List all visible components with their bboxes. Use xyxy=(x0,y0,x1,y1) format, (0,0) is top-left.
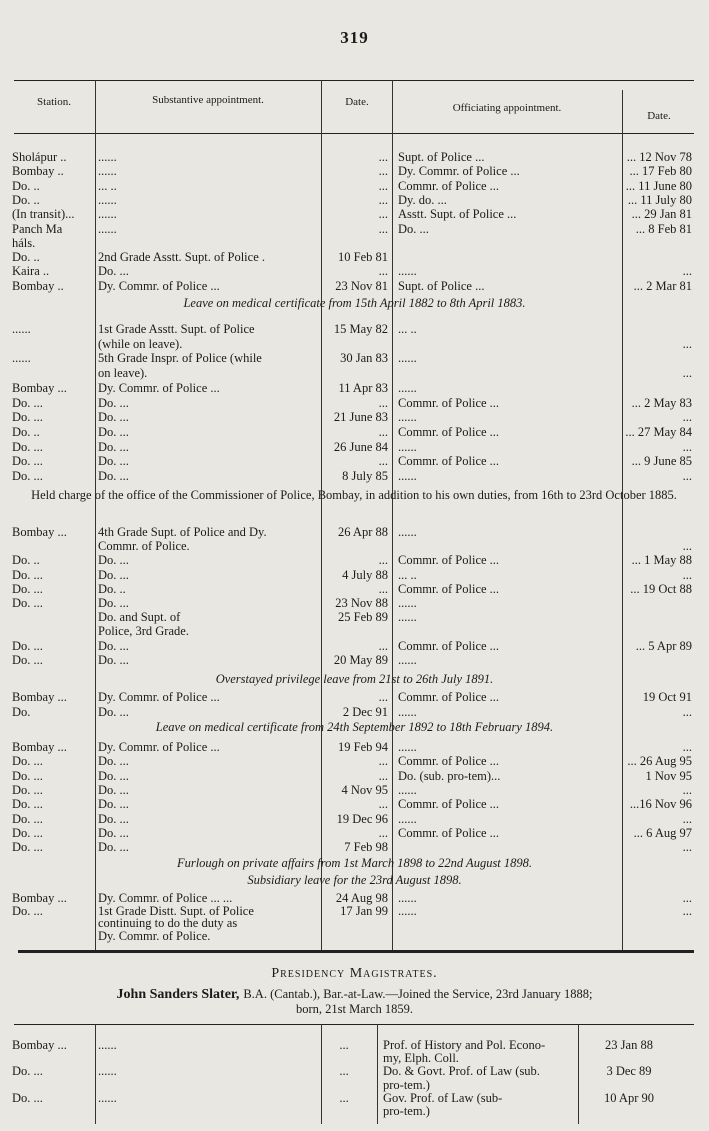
cell-officiating: Commr. of Police ... xyxy=(398,754,500,769)
cell-date-1: 30 Jan 83 xyxy=(340,351,388,366)
cell-substantive: Dy. Commr. of Police ... xyxy=(98,380,220,395)
header-station: Station. xyxy=(37,96,71,108)
cell-officiating: ...... xyxy=(398,380,417,395)
cell-station: Bombay ... xyxy=(12,1038,67,1052)
cell-officiating: Commr. of Police ... xyxy=(398,178,500,193)
cell-date-2: ... 27 May 84 xyxy=(625,424,692,439)
cell-station: Do. .. xyxy=(12,192,40,207)
cell-station: Do. ... xyxy=(12,754,43,769)
cell-station: Do. .. xyxy=(12,553,40,568)
cell-station: Do. ... xyxy=(12,825,43,840)
cell-date-1: 20 May 89 xyxy=(333,652,388,667)
cell-substantive: Do. ... xyxy=(98,638,129,653)
cell-substantive: (while on leave). xyxy=(98,336,183,351)
table-row xyxy=(0,929,709,943)
cell-station: Do. ... xyxy=(12,903,43,918)
cell-substantive: Do. ... xyxy=(98,439,129,454)
cell-date-2: ... 11 July 80 xyxy=(627,192,692,207)
cell-station: Do. ... xyxy=(12,1090,43,1105)
table-row xyxy=(0,690,709,704)
cell-officiating: ...... xyxy=(398,705,417,719)
cell-officiating: Supt. of Police ... xyxy=(398,150,485,164)
cell-substantive: Do. ... xyxy=(98,782,129,797)
header-officiating: Officiating appointment. xyxy=(452,102,562,114)
table-row xyxy=(0,150,709,164)
table-row xyxy=(0,425,709,439)
cell-substantive: Dy. Commr. of Police. xyxy=(98,928,211,943)
cell-date-2: ... 11 June 80 xyxy=(625,178,692,193)
header-top-rule xyxy=(14,80,694,81)
cell-officiating: ...... xyxy=(398,351,417,366)
table-row xyxy=(0,1091,709,1105)
held-charge-paragraph: Held charge of the office of the Commissioner of Police, Bombay, in addition to his own duties, from 16th to 23rd October 1885. xyxy=(31,488,677,502)
table-row xyxy=(0,769,709,783)
cell-station: Do. ... xyxy=(12,1064,43,1079)
cell-officiating: ...... xyxy=(398,596,417,610)
cell-date-1: ... xyxy=(339,1090,349,1105)
cell-substantive: Do. ... xyxy=(98,825,129,840)
cell-date-2: ... xyxy=(682,439,692,454)
note-subsidiary-1898: Subsidiary leave for the 23rd August 1898. xyxy=(247,873,462,887)
cell-station: Do. ... xyxy=(12,782,43,797)
cell-station: Do. ... xyxy=(12,439,43,454)
page-number: 319 xyxy=(340,28,369,47)
cell-substantive: ...... xyxy=(98,150,117,164)
magistrates-top-rule xyxy=(14,1024,694,1025)
cell-station: (In transit)... xyxy=(12,207,75,222)
cell-date-2: ... xyxy=(682,740,692,754)
table-row xyxy=(0,624,709,638)
cell-officiating: pro-tem.) xyxy=(383,1104,430,1118)
cell-station: Bombay ... xyxy=(12,891,67,905)
table-row xyxy=(0,164,709,178)
cell-date-1: ... xyxy=(378,690,388,704)
table-row xyxy=(0,222,709,236)
cell-station: ...... xyxy=(12,351,31,366)
cell-station: Do. ... xyxy=(12,797,43,812)
table-row xyxy=(0,279,709,293)
cell-date-1: ... xyxy=(378,207,388,222)
cell-officiating: Commr. of Police ... xyxy=(398,825,500,840)
note-overstayed-1891: Overstayed privilege leave from 21st to 26th July 1891. xyxy=(215,672,494,686)
cell-officiating: Commr. of Police ... xyxy=(398,581,500,596)
table-row xyxy=(0,351,709,365)
cell-substantive: 5th Grade Inspr. of Police (while xyxy=(98,351,262,366)
cell-officiating: Dy. do. ... xyxy=(398,192,447,207)
cell-date-1: ... xyxy=(378,178,388,193)
cell-date-2: ... xyxy=(682,410,692,425)
cell-date-1: ... xyxy=(378,553,388,568)
cell-substantive: Do. ... xyxy=(98,469,129,483)
cell-substantive: Do. .. xyxy=(98,581,126,596)
table-row xyxy=(0,1064,709,1078)
cell-substantive: Do. ... xyxy=(98,705,129,719)
table-row xyxy=(0,454,709,468)
cell-substantive: 4th Grade Supt. of Police and Dy. xyxy=(98,525,267,539)
cell-substantive: 1st Grade Asstt. Supt. of Police xyxy=(98,322,255,336)
cell-substantive: ...... xyxy=(98,1090,117,1105)
cell-date-1: 19 Feb 94 xyxy=(338,740,388,754)
table-row xyxy=(0,596,709,610)
cell-substantive: ...... xyxy=(98,1064,117,1079)
cell-station: Bombay ... xyxy=(12,690,67,704)
cell-station: Do. ... xyxy=(12,596,43,610)
table-row xyxy=(0,568,709,582)
note-leave-1892: Leave on medical certificate from 24th September 1892 to 18th February 1894. xyxy=(155,720,554,734)
cell-substantive: Do. ... xyxy=(98,567,129,582)
cell-officiating: ...... xyxy=(398,903,417,918)
cell-substantive: Do. ... xyxy=(98,264,129,279)
cell-station: Do. ... xyxy=(12,768,43,783)
table-row xyxy=(0,740,709,754)
cell-station: Do. .. xyxy=(12,178,40,193)
table-row xyxy=(0,469,709,483)
cell-date-2: ... xyxy=(682,366,692,381)
cell-date-1: 4 July 88 xyxy=(342,567,388,582)
cell-date-1: ... xyxy=(378,395,388,410)
table-row xyxy=(0,553,709,567)
cell-date-1: ... xyxy=(378,192,388,207)
cell-date-2: ... xyxy=(682,469,692,483)
cell-date-1: 15 May 82 xyxy=(333,322,388,336)
cell-date-2: ... xyxy=(682,903,692,918)
cell-officiating: ...... xyxy=(398,525,417,539)
cell-station: Do. ... xyxy=(12,454,43,469)
cell-date-2: ...16 Nov 96 xyxy=(629,797,692,812)
table-row xyxy=(0,381,709,395)
cell-substantive: Do. ... xyxy=(98,754,129,769)
cell-date-1: 19 Dec 96 xyxy=(336,811,388,826)
cell-station: Do. ... xyxy=(12,567,43,582)
cell-substantive: Do. ... xyxy=(98,797,129,812)
table-row xyxy=(0,783,709,797)
cell-substantive: Do. ... xyxy=(98,768,129,783)
cell-date-1: ... xyxy=(378,264,388,279)
cell-date-1: ... xyxy=(378,164,388,179)
cell-station: Bombay .. xyxy=(12,278,64,293)
cell-station: ...... xyxy=(12,322,31,336)
cell-date-2: ... xyxy=(682,782,692,797)
cell-officiating: Commr. of Police ... xyxy=(398,638,500,653)
cell-station: Kaira .. xyxy=(12,264,50,279)
cell-station: Do. ... xyxy=(12,652,43,667)
cell-date-1: 8 July 85 xyxy=(342,469,388,483)
cell-date-2: ... 12 Nov 78 xyxy=(626,150,692,164)
cell-officiating: ...... xyxy=(398,610,417,625)
cell-officiating: Commr. of Police ... xyxy=(398,690,500,704)
table-row xyxy=(0,639,709,653)
cell-officiating: Do. (sub. pro-tem)... xyxy=(398,768,501,783)
table-row xyxy=(0,366,709,380)
cell-station: Do. ... xyxy=(12,581,43,596)
cell-officiating: ...... xyxy=(398,811,417,826)
cell-date-1: ... xyxy=(339,1038,349,1052)
header-substantive: Substantive appointment. xyxy=(152,94,264,106)
cell-officiating: ...... xyxy=(398,264,417,279)
cell-substantive: ...... xyxy=(98,221,117,236)
cell-station: Do. ... xyxy=(12,638,43,653)
cell-substantive: Do. and Supt. of xyxy=(98,610,181,625)
header-date-2: Date. xyxy=(647,110,671,122)
cell-date-2: ... xyxy=(682,891,692,905)
cell-date-2: ... 9 June 85 xyxy=(631,454,692,469)
cell-substantive: 1st Grade Distt. Supt. of Police xyxy=(98,903,254,918)
cell-station: Bombay .. xyxy=(12,164,64,179)
cell-date-1: 24 Aug 98 xyxy=(335,891,388,905)
cell-station: Do. ... xyxy=(12,469,43,483)
cell-officiating: Do. & Govt. Prof. of Law (sub. xyxy=(383,1064,540,1079)
table-row xyxy=(0,653,709,667)
cell-substantive: Do. ... xyxy=(98,596,129,610)
table-row xyxy=(0,179,709,193)
cell-date-2: ... xyxy=(682,539,692,554)
table-row xyxy=(0,396,709,410)
cell-date-2: ... 19 Oct 88 xyxy=(630,581,692,596)
cell-date-2: ... 8 Feb 81 xyxy=(635,221,692,236)
table-row xyxy=(0,826,709,840)
section-separator xyxy=(18,950,694,953)
cell-substantive: Do. ... xyxy=(98,454,129,469)
cell-officiating: Do. ... xyxy=(398,221,429,236)
cell-date-2: 23 Jan 88 xyxy=(605,1038,653,1052)
cell-substantive: Dy. Commr. of Police ... xyxy=(98,690,220,704)
cell-substantive: Do. ... xyxy=(98,553,129,568)
cell-substantive: Do. ... xyxy=(98,395,129,410)
cell-date-1: 23 Nov 88 xyxy=(335,596,388,610)
cell-substantive: Dy. Commr. of Police ... xyxy=(98,278,220,293)
cell-date-1: ... xyxy=(339,1064,349,1079)
cell-substantive: Do. ... xyxy=(98,840,129,855)
table-row xyxy=(0,797,709,811)
cell-date-2: ... 2 Mar 81 xyxy=(633,278,692,293)
cell-date-1: ... xyxy=(378,221,388,236)
cell-station: Do. ... xyxy=(12,840,43,855)
person-line xyxy=(0,985,709,1003)
cell-date-2: ... 6 Aug 97 xyxy=(633,825,692,840)
cell-substantive: Do. ... xyxy=(98,652,129,667)
table-row xyxy=(0,1078,709,1092)
cell-station: Bombay ... xyxy=(12,740,67,754)
cell-substantive: ... .. xyxy=(98,178,117,193)
cell-officiating: Prof. of History and Pol. Econo- xyxy=(383,1038,546,1052)
cell-station: háls. xyxy=(12,235,36,250)
cell-date-1: ... xyxy=(378,768,388,783)
cell-substantive: Dy. Commr. of Police ... xyxy=(98,740,220,754)
cell-substantive: Do. ... xyxy=(98,424,129,439)
cell-officiating: Dy. Commr. of Police ... xyxy=(398,164,520,179)
table-row xyxy=(0,610,709,624)
table-row xyxy=(0,410,709,424)
cell-officiating: ...... xyxy=(398,410,417,425)
cell-date-1: 26 Apr 88 xyxy=(338,525,388,539)
cell-station: Do. .. xyxy=(12,250,40,265)
table-row xyxy=(0,840,709,854)
cell-substantive: 2nd Grade Asstt. Supt. of Police . xyxy=(98,250,266,265)
cell-substantive: ...... xyxy=(98,192,117,207)
cell-officiating: ...... xyxy=(398,469,417,483)
cell-date-1: ... xyxy=(378,797,388,812)
note-furlough-1898: Furlough on private affairs from 1st March 1898 to 22nd August 1898. xyxy=(176,856,533,870)
cell-date-1: 21 June 83 xyxy=(333,410,388,425)
cell-date-2: ... 2 May 83 xyxy=(631,395,692,410)
section-title: Presidency Magistrates. xyxy=(271,966,438,981)
table-row xyxy=(0,207,709,221)
cell-date-2: ... xyxy=(682,840,692,855)
cell-station: Sholápur .. xyxy=(12,150,67,164)
cell-date-2: 3 Dec 89 xyxy=(606,1064,652,1079)
cell-date-1: 26 June 84 xyxy=(333,439,388,454)
cell-date-2: ... xyxy=(682,264,692,279)
cell-date-1: 23 Nov 81 xyxy=(335,278,388,293)
cell-substantive: ...... xyxy=(98,1038,117,1052)
cell-officiating: ...... xyxy=(398,652,417,667)
cell-substantive: ...... xyxy=(98,207,117,222)
cell-officiating: Commr. of Police ... xyxy=(398,553,500,568)
table-row xyxy=(0,539,709,553)
cell-substantive: continuing to do the duty as xyxy=(98,916,238,930)
cell-substantive: Do. ... xyxy=(98,811,129,826)
cell-station: Bombay ... xyxy=(12,380,67,395)
table-row xyxy=(0,705,709,719)
cell-officiating: Commr. of Police ... xyxy=(398,424,500,439)
cell-station: Do. xyxy=(12,705,31,719)
cell-date-2: ... xyxy=(682,567,692,582)
table-row xyxy=(0,322,709,336)
cell-station: Bombay ... xyxy=(12,525,67,539)
cell-date-1: ... xyxy=(378,424,388,439)
cell-substantive: ...... xyxy=(98,164,117,179)
cell-officiating: ...... xyxy=(398,439,417,454)
cell-substantive: Commr. of Police. xyxy=(98,539,190,554)
cell-date-2: 10 Apr 90 xyxy=(604,1090,654,1105)
person-name: John Sanders Slater, xyxy=(116,987,240,1002)
cell-date-2: ... xyxy=(682,811,692,826)
cell-date-1: ... xyxy=(378,638,388,653)
cell-date-2: ... 1 May 88 xyxy=(631,553,692,568)
cell-date-2: ... 26 Aug 95 xyxy=(627,754,692,769)
cell-date-1: 2 Dec 91 xyxy=(342,705,388,719)
cell-substantive: on leave). xyxy=(98,366,148,381)
cell-date-2: ... xyxy=(682,336,692,351)
cell-date-1: ... xyxy=(378,454,388,469)
person-born: born, 21st March 1859. xyxy=(296,1002,413,1016)
cell-date-1: 17 Jan 99 xyxy=(340,903,388,918)
cell-date-2: 1 Nov 95 xyxy=(645,768,692,783)
cell-officiating: Commr. of Police ... xyxy=(398,395,500,410)
cell-officiating: ...... xyxy=(398,782,417,797)
cell-date-1: ... xyxy=(378,150,388,164)
header-bottom-rule xyxy=(14,133,694,134)
cell-date-1: ... xyxy=(378,754,388,769)
cell-officiating: Gov. Prof. of Law (sub- xyxy=(383,1090,503,1105)
cell-station: Do. .. xyxy=(12,424,40,439)
table-row xyxy=(0,337,709,351)
cell-substantive: Do. ... xyxy=(98,410,129,425)
cell-date-2: ... xyxy=(682,705,692,719)
cell-date-1: ... xyxy=(378,825,388,840)
cell-station: Do. ... xyxy=(12,811,43,826)
cell-officiating: pro-tem.) xyxy=(383,1077,430,1092)
cell-officiating: my, Elph. Coll. xyxy=(383,1051,459,1066)
person-details: B.A. (Cantab.), Bar.-at-Law.—Joined the Service, 23rd January 1888; xyxy=(243,987,593,1001)
cell-date-2: ... 17 Feb 80 xyxy=(629,164,692,179)
table-row xyxy=(0,250,709,264)
cell-officiating: Commr. of Police ... xyxy=(398,454,500,469)
table-row xyxy=(0,1104,709,1118)
table-row xyxy=(0,582,709,596)
table-row xyxy=(0,236,709,250)
cell-date-1: 7 Feb 98 xyxy=(344,840,388,855)
cell-date-2: 19 Oct 91 xyxy=(642,690,692,704)
table-row xyxy=(0,1051,709,1065)
cell-station: Do. ... xyxy=(12,410,43,425)
table-row xyxy=(0,754,709,768)
table-row xyxy=(0,264,709,278)
cell-date-1: 25 Feb 89 xyxy=(338,610,388,625)
cell-officiating: ...... xyxy=(398,891,417,905)
cell-officiating: Asstt. Supt. of Police ... xyxy=(398,207,517,222)
cell-officiating: ... .. xyxy=(398,322,417,336)
cell-officiating: ...... xyxy=(398,740,417,754)
cell-date-2: ... 29 Jan 81 xyxy=(631,207,692,222)
cell-date-1: ... xyxy=(378,581,388,596)
cell-substantive: Dy. Commr. of Police ... ... xyxy=(98,891,233,905)
table-row xyxy=(0,440,709,454)
cell-officiating: Supt. of Police ... xyxy=(398,278,485,293)
cell-station: Panch Ma xyxy=(12,221,63,236)
cell-station: Do. ... xyxy=(12,395,43,410)
cell-date-2: ... 5 Apr 89 xyxy=(635,638,692,653)
cell-date-1: 4 Nov 95 xyxy=(341,782,388,797)
cell-date-1: 11 Apr 83 xyxy=(338,380,388,395)
cell-date-1: 10 Feb 81 xyxy=(338,250,388,265)
header-date-1: Date. xyxy=(345,96,369,108)
table-row xyxy=(0,812,709,826)
cell-officiating: ... .. xyxy=(398,567,417,582)
cell-officiating: Commr. of Police ... xyxy=(398,797,500,812)
note-leave-1882: Leave on medical certificate from 15th April 1882 to 8th April 1883. xyxy=(183,296,526,310)
table-row xyxy=(0,1038,709,1052)
table-row xyxy=(0,525,709,539)
table-row xyxy=(0,193,709,207)
cell-substantive: Police, 3rd Grade. xyxy=(98,624,189,639)
